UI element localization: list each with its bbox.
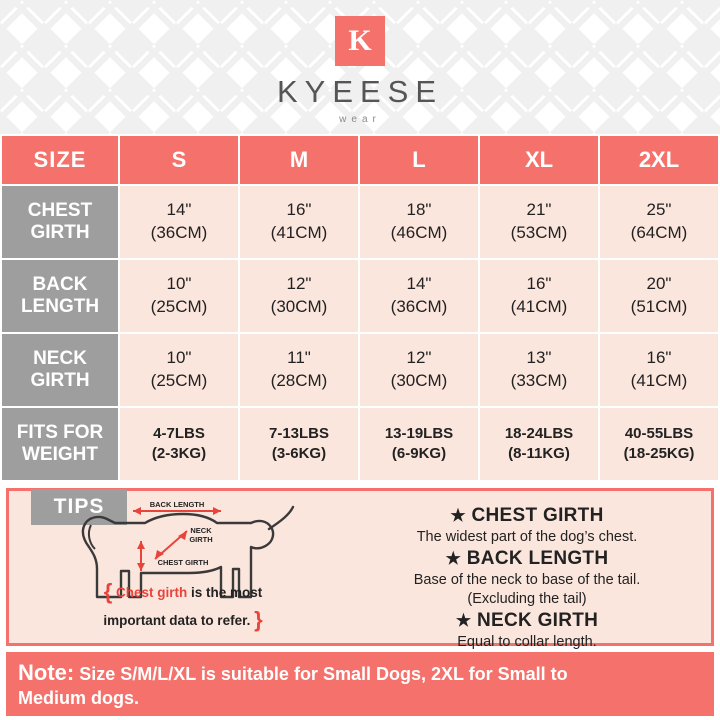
note-line2: Medium dogs. — [18, 687, 139, 708]
cell-subvalue: (8-11KG) — [508, 445, 570, 462]
note-lead: Note: — [18, 660, 75, 685]
cell-value: 16" — [286, 200, 312, 220]
cell-neck-girth-2xl — [599, 333, 719, 407]
cell-subvalue: (3-6KG) — [271, 445, 327, 462]
cell-value: 16" — [646, 348, 672, 368]
cell-subvalue: (46CM) — [390, 223, 448, 242]
size-table-header-2xl: 2XL — [599, 135, 719, 185]
tip-desc-back-length: Base of the neck to base of the tail. — [413, 572, 641, 589]
chest-note-rest: is the most — [187, 584, 263, 600]
cell-neck-girth-l — [359, 333, 479, 407]
brand-header — [0, 0, 720, 134]
cell-back-length-2xl — [599, 259, 719, 333]
cell-subvalue: (30CM) — [270, 297, 328, 316]
row-label-line2: GIRTH — [30, 222, 90, 243]
cell-value: 25" — [646, 200, 672, 220]
cell-value: 14" — [166, 200, 192, 220]
tip-title-text: NECK GIRTH — [476, 610, 599, 632]
cell-subvalue: (53CM) — [510, 223, 568, 242]
cell-subvalue: (41CM) — [510, 297, 568, 316]
cell-chest-girth-m — [239, 185, 359, 259]
cell-back-length-m — [239, 259, 359, 333]
cell-value: 13" — [526, 348, 552, 368]
cell-subvalue: (30CM) — [390, 371, 448, 390]
cell-back-length-xl — [479, 259, 599, 333]
row-label-line2: WEIGHT — [22, 444, 98, 465]
cell-subvalue: (64CM) — [630, 223, 688, 242]
cell-value: 18-24LBS — [504, 424, 574, 442]
row-label-line2: GIRTH — [30, 370, 90, 391]
chest-girth-note — [23, 578, 343, 635]
tips-diagram-area — [9, 491, 351, 643]
row-label-line1: CHEST — [27, 200, 93, 222]
row-label-fits-for-weight — [1, 407, 119, 481]
cell-weight-s — [119, 407, 239, 481]
star-icon: ★ — [450, 506, 466, 525]
tips-definitions — [351, 491, 711, 651]
brand-logo-mark: K — [335, 16, 385, 66]
size-table-header-size: SIZE — [1, 135, 119, 185]
note-line1: Size S/M/L/XL is suitable for Small Dogs, 2XL for Small to — [74, 664, 568, 684]
cell-value: 11" — [287, 348, 311, 368]
cell-chest-girth-2xl — [599, 185, 719, 259]
cell-weight-l — [359, 407, 479, 481]
cell-value: 40-55LBS — [624, 424, 694, 442]
tip-desc-chest-girth: The widest part of the dog’s chest. — [416, 529, 638, 545]
cell-back-length-s — [119, 259, 239, 333]
cell-neck-girth-m — [239, 333, 359, 407]
cell-subvalue: (25CM) — [150, 371, 208, 390]
row-label-back-length — [1, 259, 119, 333]
row-label-line1: FITS FOR — [16, 422, 104, 444]
size-table-header-m: M — [239, 135, 359, 185]
table-row — [1, 185, 719, 259]
chest-note-line2: important data to refer. — [103, 613, 251, 629]
brace-left-icon: { — [103, 578, 113, 604]
table-row — [1, 259, 719, 333]
tip-title-neck-girth — [351, 610, 703, 632]
cell-value: 21" — [526, 200, 552, 220]
row-label-neck-girth — [1, 333, 119, 407]
cell-value: 12" — [286, 274, 312, 294]
cell-value: 7-13LBS — [268, 424, 330, 442]
cell-subvalue: (36CM) — [150, 223, 208, 242]
table-row — [1, 407, 719, 481]
cell-subvalue: (36CM) — [390, 297, 448, 316]
star-icon: ★ — [445, 549, 462, 569]
row-label-line2: LENGTH — [20, 296, 100, 317]
tip-desc-neck-girth: Equal to collar length. — [457, 634, 597, 651]
cell-chest-girth-xl — [479, 185, 599, 259]
tips-badge: TIPS — [31, 489, 127, 525]
cell-subvalue: (6-9KG) — [391, 445, 447, 462]
cell-subvalue: (33CM) — [510, 371, 568, 390]
diagram-label-neck-girth-line1: NECK — [190, 526, 212, 535]
cell-value: 20" — [646, 274, 672, 294]
brand-header-content — [0, 0, 720, 125]
cell-subvalue: (28CM) — [270, 371, 328, 390]
star-icon: ★ — [455, 611, 472, 631]
cell-value: 13-19LBS — [384, 424, 454, 442]
diagram-label-chest-girth: CHEST GIRTH — [157, 558, 209, 567]
table-row — [1, 333, 719, 407]
cell-value: 10" — [166, 348, 192, 368]
size-table — [0, 134, 720, 482]
tips-body — [9, 491, 711, 651]
size-table-header-row — [1, 135, 719, 185]
size-table-header-s: S — [119, 135, 239, 185]
cell-weight-2xl — [599, 407, 719, 481]
cell-subvalue: (41CM) — [630, 371, 688, 390]
row-label-line1: BACK — [32, 274, 88, 296]
cell-subvalue: (51CM) — [630, 297, 688, 316]
cell-subvalue: (18-25KG) — [623, 445, 695, 462]
note-text — [18, 659, 568, 709]
cell-value: 14" — [406, 274, 432, 294]
brace-right-icon: } — [254, 607, 263, 633]
cell-value: 12" — [406, 348, 432, 368]
cell-neck-girth-s — [119, 333, 239, 407]
cell-value: 16" — [526, 274, 552, 294]
cell-value: 4-7LBS — [153, 424, 205, 442]
cell-neck-girth-xl — [479, 333, 599, 407]
cell-subvalue: (25CM) — [150, 297, 208, 316]
tip-desc-back-length-2: (Excluding the tail) — [467, 591, 587, 608]
size-table-header-xl: XL — [479, 135, 599, 185]
tip-title-text: CHEST GIRTH — [471, 505, 604, 526]
cell-subvalue: (2-3KG) — [151, 445, 207, 462]
diagram-label-neck-girth-line2: GIRTH — [189, 535, 213, 544]
chest-note-highlight: Chest girth — [116, 584, 188, 600]
tips-panel — [6, 488, 714, 651]
brand-name: KYEESE — [276, 74, 444, 109]
cell-subvalue: (41CM) — [270, 223, 328, 242]
cell-chest-girth-s — [119, 185, 239, 259]
diagram-label-back-length: BACK LENGTH — [149, 500, 205, 509]
tip-title-back-length — [351, 548, 703, 570]
size-table-header-l: L — [359, 135, 479, 185]
tip-title-text: BACK LENGTH — [466, 548, 609, 570]
tip-title-chest-girth — [351, 505, 703, 527]
cell-weight-xl — [479, 407, 599, 481]
row-label-chest-girth — [1, 185, 119, 259]
row-label-line1: NECK — [33, 348, 87, 370]
cell-weight-m — [239, 407, 359, 481]
cell-value: 18" — [406, 200, 432, 220]
cell-chest-girth-l — [359, 185, 479, 259]
brand-subtitle: wear — [339, 114, 381, 125]
cell-value: 10" — [166, 274, 192, 294]
note-bar — [6, 652, 714, 716]
cell-back-length-l — [359, 259, 479, 333]
